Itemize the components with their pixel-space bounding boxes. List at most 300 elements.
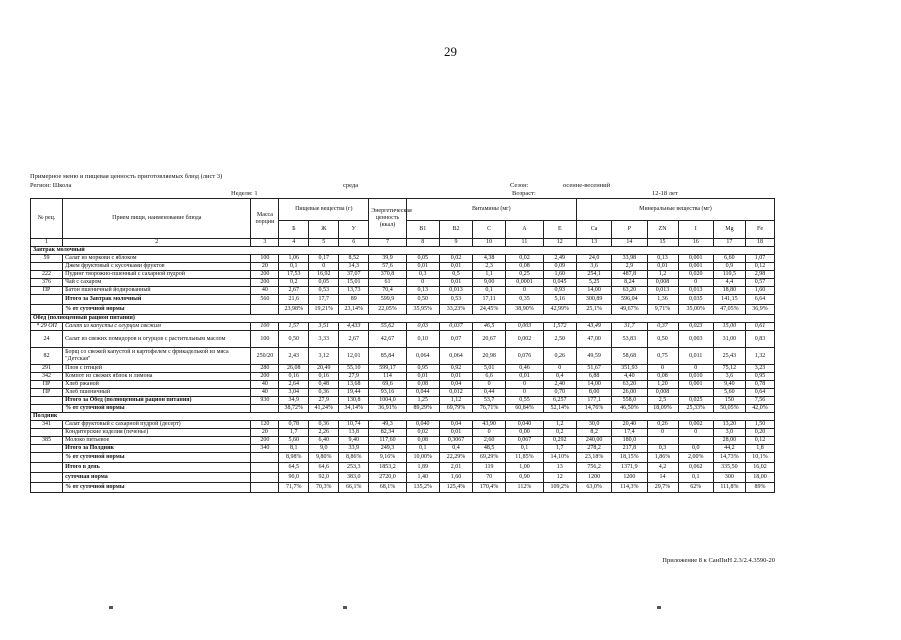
value-cell: 13,8 [339, 429, 369, 437]
table-row [31, 271, 775, 279]
value-cell: 0,1 [678, 473, 713, 483]
total-row [31, 295, 775, 305]
value-cell: 0 [543, 365, 576, 373]
value-cell: 34,14% [339, 405, 369, 413]
col-number: 1 [31, 239, 63, 247]
value-cell: 351,93 [612, 365, 647, 373]
value-cell: 0,02 [506, 255, 543, 263]
value-cell: 0,064 [439, 348, 472, 365]
value-cell [678, 389, 713, 397]
value-cell: 3,33 [309, 331, 339, 348]
value-cell: 82 [31, 348, 63, 365]
value-cell: 253,3 [339, 463, 369, 473]
value-cell: 15,01 [339, 279, 369, 287]
value-cell: 17,4 [612, 429, 647, 437]
value-cell [31, 263, 63, 271]
value-cell: 5,25 [576, 279, 611, 287]
total-row [31, 397, 775, 405]
table-row [31, 365, 775, 373]
value-cell [31, 463, 63, 473]
value-cell: 46,5 [473, 323, 506, 331]
col-number: 7 [369, 239, 406, 247]
table-row [31, 437, 775, 445]
value-cell: 0,93 [543, 287, 576, 295]
value-cell: 37,07 [339, 271, 369, 279]
value-cell: 0,020 [678, 271, 713, 279]
value-cell: 119 [473, 463, 506, 473]
section-title: Завтрак молочный [31, 247, 775, 255]
value-cell: 0,17 [309, 255, 339, 263]
value-cell: 8,1 [279, 445, 309, 453]
value-cell: 24,45% [473, 305, 506, 315]
value-cell: 61 [369, 279, 406, 287]
value-cell: 16,92 [309, 271, 339, 279]
value-cell: 111,8% [713, 483, 745, 493]
dish-name-cell: Кондитерские изделия (печенье) [63, 429, 251, 437]
value-cell: 14,00 [576, 287, 611, 295]
value-cell: 0,008 [647, 279, 678, 287]
value-cell: 0,48 [309, 381, 339, 389]
col-minerals: Минеральные вещества (мг) [576, 199, 774, 221]
value-cell: 23,18% [576, 453, 611, 463]
value-cell: 385 [31, 437, 63, 445]
value-cell: 1200 [612, 473, 647, 483]
table-header [31, 199, 775, 247]
subcol-header: У [339, 221, 369, 239]
value-cell: 1,07 [745, 255, 774, 263]
value-cell: 1,60 [439, 473, 472, 483]
value-cell: 117,60 [369, 437, 406, 445]
value-cell: 0,57 [745, 279, 774, 287]
value-cell: 89,29% [406, 405, 439, 413]
value-cell: 42,0% [745, 405, 774, 413]
dish-name-cell: Итого за Обед (полноценный рацион питания) [63, 397, 251, 405]
value-cell: 2,5 [647, 397, 678, 405]
value-cell: 20,98 [473, 348, 506, 365]
value-cell: 70,4 [369, 287, 406, 295]
value-cell: 20 [251, 263, 279, 271]
value-cell: 8,2 [576, 429, 611, 437]
value-cell: 7,56 [745, 397, 774, 405]
age-label: Возраст: [512, 190, 536, 197]
table-row [31, 389, 775, 397]
value-cell: 1,86% [647, 453, 678, 463]
value-cell: 9,00 [473, 279, 506, 287]
total-row [31, 305, 775, 315]
table-row [31, 348, 775, 365]
value-cell: 0,076 [506, 348, 543, 365]
value-cell: 342 [31, 373, 63, 381]
value-cell: 0,003 [506, 323, 543, 331]
value-cell: 6,257 [543, 397, 576, 405]
value-cell: 300,89 [576, 295, 611, 305]
value-cell: 44,2 [713, 445, 745, 453]
value-cell: 89 [339, 295, 369, 305]
value-cell: 1853,2 [369, 463, 406, 473]
value-cell: 0,26 [647, 421, 678, 429]
value-cell: 13,20 [713, 421, 745, 429]
value-cell: 26,08 [279, 365, 309, 373]
value-cell: 0,292 [543, 437, 576, 445]
value-cell: 63,20 [612, 381, 647, 389]
value-cell: 22,05% [369, 305, 406, 315]
subcol-header: А [506, 221, 543, 239]
value-cell: 53,83 [612, 331, 647, 348]
week-label: Неделя: 1 [231, 190, 258, 197]
value-cell: 5,16 [543, 295, 576, 305]
value-cell: 85,84 [369, 348, 406, 365]
value-cell: 82,34 [369, 429, 406, 437]
dish-name-cell: % от суточной нормы [63, 405, 251, 413]
value-cell: 2,67 [279, 287, 309, 295]
value-cell: 335,50 [713, 463, 745, 473]
value-cell: 6,60 [713, 255, 745, 263]
table-row [31, 373, 775, 381]
value-cell: 14 [647, 473, 678, 483]
value-cell: 33,23% [439, 305, 472, 315]
value-cell: 18,09% [647, 405, 678, 413]
value-cell: 34,9 [279, 397, 309, 405]
value-cell [31, 295, 63, 305]
dish-name-cell: Чай с сахаром [63, 279, 251, 287]
value-cell: 3,04 [279, 389, 309, 397]
value-cell: 0 [506, 381, 543, 389]
value-cell: 0,64 [745, 389, 774, 397]
value-cell: 2,3 [473, 263, 506, 271]
page-number: 29 [444, 44, 457, 59]
value-cell: 0,50 [406, 295, 439, 305]
dish-name-cell: Компот из свежих яблок и лимона [63, 373, 251, 381]
col-number: 11 [506, 239, 543, 247]
value-cell: 13,73 [339, 287, 369, 295]
value-cell: 28,00 [713, 437, 745, 445]
value-cell: 240,00 [576, 437, 611, 445]
value-cell: 8,86% [339, 453, 369, 463]
value-cell: 0,4 [439, 445, 472, 453]
menu-table [30, 198, 775, 493]
value-cell: 33,9 [339, 445, 369, 453]
value-cell: 0,78 [279, 421, 309, 429]
value-cell: 0 [473, 429, 506, 437]
value-cell [251, 473, 279, 483]
value-cell: 39,9 [369, 255, 406, 263]
value-cell: 0,2 [279, 279, 309, 287]
value-cell: 291 [31, 365, 63, 373]
value-cell: 6,88 [576, 373, 611, 381]
value-cell: 69,29% [473, 453, 506, 463]
value-cell: 596,04 [612, 295, 647, 305]
value-cell: 0,1 [506, 445, 543, 453]
scan-mark [109, 606, 113, 609]
value-cell: 0,01 [406, 263, 439, 271]
value-cell: 0,0 [678, 445, 713, 453]
value-cell: 0,1 [406, 445, 439, 453]
value-cell: 1,2 [543, 421, 576, 429]
value-cell: 40 [251, 287, 279, 295]
age-value: 12-18 лет [652, 190, 678, 197]
value-cell: 9,40 [339, 437, 369, 445]
value-cell: 90,0 [279, 473, 309, 483]
value-cell: ПР [31, 381, 63, 389]
col-number: 18 [745, 239, 774, 247]
value-cell: 4,433 [339, 323, 369, 331]
col-number: 5 [309, 239, 339, 247]
scan-mark [343, 606, 347, 609]
value-cell: 112% [506, 483, 543, 493]
value-cell: 0,013 [678, 287, 713, 295]
value-cell: 48,5 [473, 445, 506, 453]
value-cell: 58,68 [612, 348, 647, 365]
value-cell: 0,08 [406, 437, 439, 445]
value-cell: 43,90 [473, 421, 506, 429]
total-row [31, 483, 775, 493]
value-cell: 2,9 [612, 263, 647, 271]
value-cell: 0 [506, 287, 543, 295]
value-cell: 130,8 [339, 397, 369, 405]
col-number: 16 [678, 239, 713, 247]
value-cell: 0 [506, 389, 543, 397]
value-cell: 0,50 [647, 331, 678, 348]
value-cell: 0,003 [678, 331, 713, 348]
value-cell: 0,26 [543, 348, 576, 365]
value-cell: 4,40 [612, 373, 647, 381]
dish-name-cell: Итого за Полдник [63, 445, 251, 453]
value-cell: 0,062 [678, 463, 713, 473]
value-cell [31, 473, 63, 483]
value-cell: 0,01 [439, 429, 472, 437]
col-number: 2 [63, 239, 251, 247]
value-cell: 3,12 [309, 348, 339, 365]
value-cell: 0,16 [309, 373, 339, 381]
value-cell: 110,5 [713, 271, 745, 279]
value-cell: 0,16 [279, 373, 309, 381]
value-cell: 0,064 [406, 348, 439, 365]
value-cell: 135,2% [406, 483, 439, 493]
dish-name-cell: % от суточной нормы [63, 305, 251, 315]
value-cell: 69,6 [369, 381, 406, 389]
value-cell: 9,16% [369, 453, 406, 463]
table-row [31, 381, 775, 389]
value-cell: 2,01 [439, 463, 472, 473]
value-cell: 1,50 [745, 421, 774, 429]
value-cell: ПР [31, 287, 63, 295]
value-cell: 53,7 [473, 397, 506, 405]
value-cell: 1,57 [279, 323, 309, 331]
value-cell: 1,06 [279, 255, 309, 263]
dish-name-cell: Хлеб пшеничный [63, 389, 251, 397]
value-cell: 10,74 [339, 421, 369, 429]
value-cell: 0,83 [745, 331, 774, 348]
value-cell: 0,013 [647, 287, 678, 295]
value-cell: 15,00 [713, 323, 745, 331]
section-row [31, 247, 775, 255]
value-cell: 0,95 [406, 365, 439, 373]
value-cell: 19,21% [309, 305, 339, 315]
total-row [31, 473, 775, 483]
value-cell: 0,040 [406, 421, 439, 429]
value-cell: 200 [251, 271, 279, 279]
value-cell: 200 [251, 437, 279, 445]
value-cell: 0,4 [543, 373, 576, 381]
value-cell: 1,60 [543, 271, 576, 279]
value-cell: 170,4% [473, 483, 506, 493]
value-cell: 24 [31, 331, 63, 348]
section-row [31, 413, 775, 421]
value-cell: 12 [543, 473, 576, 483]
value-cell: 0,008 [647, 389, 678, 397]
col-number: 14 [612, 239, 647, 247]
dish-name-cell: Плов с птицей [63, 365, 251, 373]
value-cell: 150 [713, 397, 745, 405]
value-cell: 64,5 [279, 463, 309, 473]
season-label: Сезон: [510, 182, 529, 189]
value-cell: 1,36 [647, 295, 678, 305]
value-cell: 0,002 [678, 421, 713, 429]
value-cell: 0 [647, 429, 678, 437]
value-cell: 2,40 [543, 381, 576, 389]
value-cell: 20,49 [309, 365, 339, 373]
value-cell: 5,01 [473, 365, 506, 373]
value-cell [251, 405, 279, 413]
value-cell: 31,00 [713, 331, 745, 348]
table-row [31, 255, 775, 263]
value-cell: 62% [678, 483, 713, 493]
value-cell: 50,05% [713, 405, 745, 413]
col-number: 9 [439, 239, 472, 247]
value-cell: 3,51 [309, 323, 339, 331]
value-cell: 40 [251, 389, 279, 397]
col-dish-name: Прием пищи, наименование блюда [63, 199, 251, 239]
value-cell: 16,02 [745, 463, 774, 473]
value-cell: 5,60 [279, 437, 309, 445]
col-number: 4 [279, 239, 309, 247]
value-cell: 0,1 [279, 263, 309, 271]
value-cell: 60,84% [506, 405, 543, 413]
value-cell: 64,6 [309, 463, 339, 473]
value-cell: 0,011 [678, 348, 713, 365]
value-cell: 1,00 [506, 463, 543, 473]
value-cell: 2,60 [473, 437, 506, 445]
value-cell: 376 [31, 279, 63, 287]
value-cell: 0,001 [678, 255, 713, 263]
dish-name-cell: Салат из моркови с яблоком [63, 255, 251, 263]
value-cell: 930 [251, 397, 279, 405]
value-cell: 49,3 [369, 421, 406, 429]
total-row [31, 453, 775, 463]
col-vitamins: Витамины (мг) [406, 199, 576, 221]
value-cell: 0,1 [473, 287, 506, 295]
value-cell: 0,03 [406, 323, 439, 331]
value-cell: 125,4% [439, 483, 472, 493]
value-cell: 0,12 [745, 263, 774, 271]
value-cell: 6,6 [473, 373, 506, 381]
value-cell: 71,7% [279, 483, 309, 493]
value-cell: 63,20 [612, 287, 647, 295]
value-cell: 0,023 [678, 323, 713, 331]
value-cell: 0,75 [647, 348, 678, 365]
value-cell: 2,67 [339, 331, 369, 348]
dish-name-cell: Салат из капусты с огурцом свежим [63, 323, 251, 331]
dish-name-cell: Итого в день [63, 463, 251, 473]
table-row [31, 421, 775, 429]
value-cell: 0,08 [647, 373, 678, 381]
value-cell: 19,44 [339, 389, 369, 397]
value-cell: 49,67% [612, 305, 647, 315]
value-cell [31, 305, 63, 315]
value-cell: 1,60 [745, 287, 774, 295]
value-cell: * 29 ОП [31, 323, 63, 331]
value-cell: 55,10 [339, 365, 369, 373]
col-number: 15 [647, 239, 678, 247]
value-cell: 27,9 [309, 397, 339, 405]
value-cell: 43,49 [576, 323, 611, 331]
value-cell: 17,7 [309, 295, 339, 305]
subcol-header: Е [543, 221, 576, 239]
value-cell: 383,0 [339, 473, 369, 483]
value-cell: 1371,9 [612, 463, 647, 473]
subcol-header: В2 [439, 221, 472, 239]
value-cell: 180,0 [612, 437, 647, 445]
dish-name-cell: Борщ со свежей капустой и картофелем с фрикаделькой из мяса "Детская" [63, 348, 251, 365]
value-cell: 30,0 [576, 421, 611, 429]
value-cell: 0,040 [506, 421, 543, 429]
value-cell: 8,52 [339, 255, 369, 263]
value-cell: 24,0 [576, 255, 611, 263]
value-cell: 1,32 [745, 348, 774, 365]
value-cell: 0,002 [506, 331, 543, 348]
value-cell: 599,9 [369, 295, 406, 305]
subcol-header: Б [279, 221, 309, 239]
value-cell: 9,80% [309, 453, 339, 463]
value-cell: 0,04 [439, 381, 472, 389]
value-cell: 14,10% [543, 453, 576, 463]
value-cell: 9,40 [713, 381, 745, 389]
value-cell: 0,92 [439, 365, 472, 373]
value-cell: 0,0001 [506, 279, 543, 287]
dish-name-cell: Итого за Завтрак молочный [63, 295, 251, 305]
value-cell: 0,08 [406, 381, 439, 389]
value-cell: 0,3 [647, 445, 678, 453]
value-cell: 0,02 [439, 255, 472, 263]
value-cell: 2,49 [543, 255, 576, 263]
subcol-header: I [678, 221, 713, 239]
value-cell: 0,55 [506, 397, 543, 405]
value-cell: 20,40 [612, 421, 647, 429]
value-cell: 17,11 [473, 295, 506, 305]
total-row [31, 405, 775, 413]
value-cell: 9,0 [309, 445, 339, 453]
value-cell: 40 [251, 381, 279, 389]
value-cell: 6,40 [309, 437, 339, 445]
value-cell: 1,89 [406, 463, 439, 473]
value-cell: 370,8 [369, 271, 406, 279]
value-cell: 38,72% [279, 405, 309, 413]
dish-name-cell: суточная норма [63, 473, 251, 483]
value-cell: 0 [678, 429, 713, 437]
value-cell: 0,07 [439, 331, 472, 348]
value-cell: 29,7% [647, 483, 678, 493]
table-row [31, 429, 775, 437]
dish-name-cell: Хлеб ржаной [63, 381, 251, 389]
value-cell: 0,012 [439, 389, 472, 397]
section-row [31, 315, 775, 323]
value-cell: 17,53 [279, 271, 309, 279]
value-cell: 109,2% [543, 483, 576, 493]
col-number: 12 [543, 239, 576, 247]
dish-name-cell: % от суточной нормы [63, 453, 251, 463]
value-cell: 2,64 [279, 381, 309, 389]
value-cell: 0,9 [713, 263, 745, 271]
